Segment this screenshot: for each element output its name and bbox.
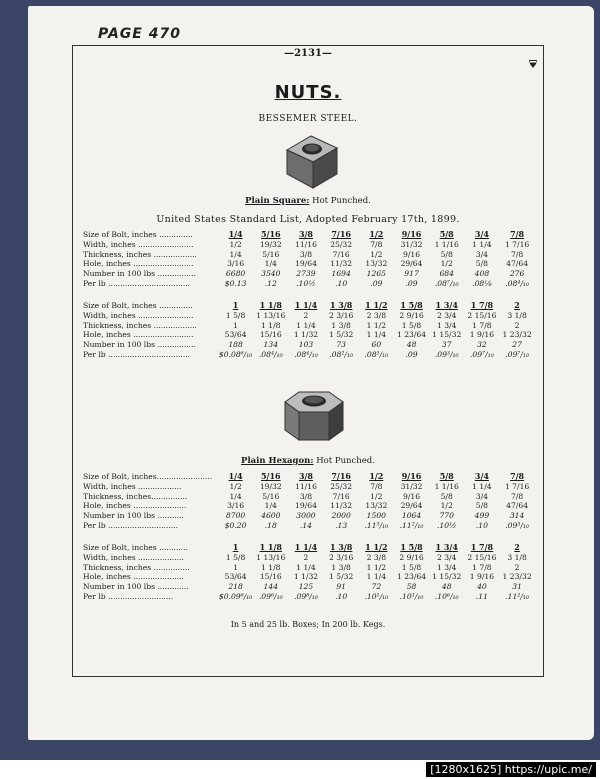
page-subtitle: BESSEMER STEEL. [258,114,358,124]
table-cell: 3540 [261,269,281,279]
table-row [83,543,535,553]
table-cell: 1 1/4 [366,330,387,340]
table-cell: 1064 [401,511,422,521]
table-cell: .11²/₁₀ [505,591,529,601]
table-cell: 7/16 [332,249,350,259]
table-cell: 1/2 [369,229,384,239]
table-cell: .09⁷/₁₀ [470,349,494,359]
table-cell: 1/2 [369,471,384,481]
table-row [83,350,535,360]
table-cell: .11 [475,591,488,601]
table-cell: 5/16 [260,229,281,239]
table-cell: 2 9/16 [399,552,424,562]
table-cell: 3/16 [227,259,245,269]
table-cell: 1 1/2 [365,300,388,310]
table-cell: 2 3/16 [329,310,354,320]
table-cell: 2 [303,552,309,562]
table-cell: 1/2 [440,501,453,511]
table-cell: 7/8 [510,471,525,481]
table-cell: 1 13/16 [256,310,286,320]
table-cell: 15/16 [259,572,282,582]
table-cell: 1 1/4 [296,320,316,330]
table-cell: 1 5/8 [400,300,423,310]
table-cell: 1/4 [229,249,242,259]
table-cell: 11/32 [330,501,353,511]
square-caption [73,196,543,206]
row-label: Per lb ............................. [83,520,179,530]
table-cell: 58 [406,582,417,592]
table-cell: .10⁶/₁₀ [434,591,459,601]
table-cell: 1 7/8 [472,562,492,572]
table-cell: .10 [475,520,488,530]
table-cell: 1/2 [229,239,242,249]
row-label: Width, inches ................... [83,552,184,562]
table-cell: 1 5/8 [401,320,422,330]
row-label: Width, inches .................. [83,481,182,491]
table-cell: 3 1/8 [507,310,527,320]
row-label: Hole, inches ......................... [83,259,194,269]
table-cell: $0.09⁶/₁₀ [218,591,253,601]
table-cell: 5/16 [262,249,280,259]
table-cell: $0.08⁶/₁₀ [218,349,253,359]
table-cell: 5/8 [439,229,454,239]
table-cell: 1 7/16 [504,239,530,249]
table-row [83,330,535,340]
table-cell: 7/16 [331,471,351,481]
table-cell: 11/32 [330,259,353,269]
table-cell: 1 1/2 [366,320,387,330]
table-cell: 134 [263,340,279,350]
table-cell: 15/16 [259,330,282,340]
table-cell: 2 3/8 [366,552,387,562]
row-label: Per lb ........................... [83,591,174,601]
table-cell: 2 3/8 [366,310,387,320]
table-row [83,301,535,311]
row-label: Size of Bolt, inches .............. [83,230,193,239]
table-cell: 314 [509,511,525,521]
table-cell: 1 23/64 [396,572,427,582]
table-row [83,240,535,250]
table-cell: 1 3/8 [331,320,351,330]
table-cell: 1 1/4 [294,542,318,552]
table-cell: 1 1/4 [472,481,492,491]
table-cell: 1 15/32 [432,330,462,340]
table-row [83,250,535,260]
image-host-watermark: [1280x1625] https://upic.me/ [426,762,596,777]
table-cell: 103 [298,340,314,350]
table-cell: .08⁷/₁₀ [434,278,459,288]
table-cell: 1/2 [440,259,453,269]
table-cell: 1 15/32 [432,572,462,582]
table-cell: 32 [477,340,487,350]
table-cell: 2 3/16 [329,552,354,562]
table-cell: 218 [228,582,243,592]
table-cell: 1 [233,562,239,572]
row-label: Number in 100 lbs ................ [83,340,196,350]
table-cell: 9/16 [401,471,422,481]
table-cell: 9/16 [403,249,421,259]
table-cell: 53/64 [224,572,247,582]
row-label: Thickness, inches .................. [83,320,197,330]
table-cell: 60 [371,340,382,350]
table-cell: 1 7/8 [470,542,494,552]
table-row [83,553,535,563]
table-cell: 1 3/4 [436,320,457,330]
table-cell: 29/64 [400,501,423,511]
table-row [83,259,535,269]
table-cell: .12 [264,278,277,288]
table-cell: 1 5/32 [329,572,354,582]
table-cell: 73 [336,340,346,350]
packaging-note: In 5 and 25 lb. Boxes; In 200 lb. Kegs. [230,620,386,629]
table-cell: .09⁷/₁₀ [505,349,529,359]
table-cell: 1 1/8 [259,300,282,310]
table-cell: 31/32 [400,239,423,249]
table-cell: .10 [335,591,348,601]
table-row [83,230,535,240]
row-label: Hole, inches ..................... [83,572,184,582]
table-cell: 1 1/4 [472,239,492,249]
table-cell: .09⁶/₁₀ [258,591,283,601]
table-cell: .10¹/₁₀ [399,591,424,601]
table-cell: 770 [439,511,454,521]
table-cell: 2 9/16 [399,310,424,320]
table-cell: 53/64 [224,330,247,340]
table-cell: 408 [474,269,490,279]
table-cell: 19/64 [295,259,317,269]
table-row [83,472,535,482]
table-cell: 144 [263,582,279,592]
table-cell: .10½ [296,278,316,288]
table-row [83,563,535,573]
table-cell: 1 1/8 [261,320,281,330]
table-cell: 5/8 [475,259,489,269]
table-cell: 1 5/8 [400,542,423,552]
table-cell: 276 [509,269,525,279]
table-row [83,340,535,350]
hexagon-caption-bold: Plain Hexagon: [241,456,314,466]
table-cell: 47/64 [506,501,529,511]
table-cell: 1 7/8 [472,320,492,330]
table-cell: $0.20 [224,520,247,530]
table-row [83,572,535,582]
table-cell: 1 23/32 [502,572,532,582]
table-cell: 1 1/2 [366,562,387,572]
table-cell: 1 13/16 [256,552,286,562]
table-row [83,482,535,492]
table-cell: 11/16 [295,239,317,249]
table-cell: 3/4 [475,491,489,501]
table-cell: 1/4 [229,491,242,501]
table-cell: .18 [264,520,277,530]
row-label: Number in 100 lbs ................ [83,269,196,279]
table-row [83,279,535,289]
table-cell: 2000 [331,511,351,521]
row-label: Number in 100 lbs ........... [83,511,184,521]
table-cell: .09 [370,278,383,288]
table-cell: .08⁴/₁₀ [294,349,318,359]
table-cell: 1 7/8 [470,300,494,310]
square-table-small [83,230,535,289]
table-cell: 91 [336,582,346,592]
table-cell: 2 15/16 [467,552,497,562]
table-cell: 2 3/4 [436,310,457,320]
row-label: Thickness, inches............... [83,491,188,501]
table-cell: 31 [512,582,522,592]
hexagon-table-large [83,543,535,602]
table-cell: .11²/₁₀ [399,520,424,530]
table-cell: 1694 [331,269,351,279]
table-cell: .08⁴/₁₀ [258,349,283,359]
table-cell: 1 3/8 [329,300,353,310]
table-cell: 125 [298,582,314,592]
table-cell: 3 1/8 [507,552,527,562]
table-row [83,321,535,331]
table-cell: 7/8 [370,481,383,491]
page-title: NUTS. [274,82,342,103]
hexagon-caption [73,456,543,466]
row-label: Number in 100 lbs ............. [83,582,189,592]
table-cell: 1 1/8 [259,542,282,552]
table-cell: 1 1/16 [434,481,459,491]
table-cell: 5/16 [262,491,280,501]
table-row [83,311,535,321]
table-cell: 3/8 [298,229,313,239]
row-label: Size of Bolt, inches....................... [83,472,213,481]
table-cell: .09 [405,349,418,359]
standard-list-note: United States Standard List, Adopted February 17th, 1899. [156,214,460,225]
table-cell: 31/32 [400,481,423,491]
table-cell: 1 5/8 [225,310,246,320]
table-cell: .08⁴/₁₀ [505,278,529,288]
table-cell: 5/8 [439,471,454,481]
table-cell: 40 [477,582,487,592]
table-cell: 1 1/8 [261,562,281,572]
table-cell: 48 [441,582,452,592]
table-cell: 2 [514,300,520,310]
table-row [83,269,535,279]
table-cell: 1 1/32 [293,330,319,340]
table-cell: .09³/₁₀ [505,520,529,530]
table-cell: 4600 [261,511,281,521]
table-cell: 917 [404,269,419,279]
table-cell: 27 [512,340,522,350]
table-cell: 684 [439,269,454,279]
table-cell: 1265 [366,269,386,279]
table-cell: .14 [299,520,312,530]
table-cell: 5/16 [260,471,281,481]
page-label: PAGE 470 [98,26,181,42]
table-cell: 1 [233,320,239,330]
table-cell: 47/64 [506,259,529,269]
row-label: Per lb .................................. [83,278,191,288]
table-cell: .08⅛ [472,278,492,288]
row-label: Per lb .................................. [83,349,191,359]
table-cell: 1 3/4 [435,542,458,552]
table-cell: 7/16 [331,229,351,239]
table-cell: 1 9/16 [469,572,495,582]
row-label: Width, inches ....................... [83,310,194,320]
table-cell: 1 3/4 [435,300,458,310]
table-cell: 3/8 [298,471,313,481]
table-cell: 2 [514,542,520,552]
table-row [83,492,535,502]
hexagon-caption-rest: Hot Punched. [313,456,375,466]
table-cell: 25/32 [330,481,353,491]
table-cell: 3000 [296,511,316,521]
table-cell: 13/32 [365,259,388,269]
square-caption-bold: Plain Square: [245,196,310,206]
table-cell: .10½ [437,520,457,530]
table-cell: 2 [514,562,520,572]
table-cell: 2739 [296,269,316,279]
row-label: Hole, inches ...................... [83,501,187,511]
table-cell: 1/2 [370,491,383,501]
row-label: Thickness, inches .................. [83,249,197,259]
table-cell: 19/32 [259,481,282,491]
table-cell: .13 [335,520,348,530]
table-cell: 1/4 [264,501,277,511]
table-cell: 9/16 [401,229,422,239]
table-cell: .09³/₁₀ [434,349,459,359]
table-cell: 3/8 [299,249,313,259]
table-cell: 3/8 [299,491,313,501]
table-cell: 6680 [225,269,246,279]
row-label: Size of Bolt, inches .............. [83,301,193,310]
table-cell: 2 3/4 [436,552,457,562]
table-cell: .08⁵/₁₀ [364,349,389,359]
table-row [83,582,535,592]
table-cell: 1 9/16 [469,330,495,340]
table-cell: 1 5/8 [401,562,422,572]
table-cell: 1/4 [264,259,277,269]
table-cell: 29/64 [400,259,423,269]
catalog-frame [72,45,544,677]
row-label: Size of Bolt, inches ............ [83,543,189,552]
table-cell: 1 1/32 [293,572,319,582]
table-cell: 1 23/64 [396,330,427,340]
table-cell: 499 [474,511,490,521]
row-label: Hole, inches ......................... [83,330,194,340]
table-cell: 188 [228,340,243,350]
table-cell: 1 [232,300,239,310]
table-cell: 8700 [225,511,246,521]
table-cell: 5/8 [440,491,453,501]
table-cell: 1 1/4 [294,300,318,310]
table-cell: 7/8 [510,249,524,259]
table-cell: 1/2 [370,249,383,259]
table-cell: 2 [514,320,520,330]
table-cell: 1 [232,542,239,552]
table-cell: 2 [303,310,309,320]
table-row [83,521,535,531]
table-cell: 1/4 [228,471,243,481]
table-cell: 25/32 [330,239,353,249]
catalog-number: —2131— [284,48,332,59]
table-cell: $0.13 [224,278,247,288]
row-label: Width, inches ....................... [83,239,194,249]
table-cell: .10¹/₁₀ [364,591,389,601]
square-table-large [83,301,535,360]
table-cell: 3/16 [227,501,245,511]
table-cell: .08²/₁₀ [329,349,354,359]
table-cell: 2 15/16 [467,310,497,320]
square-caption-rest: Hot Punched. [309,196,371,206]
table-cell: 1/2 [229,481,242,491]
table-cell: 7/8 [510,491,524,501]
table-cell: 19/32 [259,239,282,249]
table-cell: 72 [371,582,382,592]
table-cell: 1 1/4 [296,562,316,572]
table-cell: .10 [335,278,348,288]
table-row [83,592,535,602]
hexagon-nut-image [279,386,349,446]
table-cell: .09 [405,278,418,288]
table-cell: 1 1/2 [365,542,388,552]
table-cell: 1 23/32 [502,330,532,340]
table-cell: 5/8 [475,501,489,511]
table-cell: 11/16 [295,481,317,491]
table-cell: 1/4 [228,229,243,239]
table-cell: 7/16 [332,491,350,501]
table-cell: 1 5/8 [225,552,246,562]
table-cell: 1500 [366,511,386,521]
table-cell: 1 3/4 [436,562,457,572]
table-cell: 3/4 [475,249,489,259]
table-cell: 1 5/32 [329,330,354,340]
row-label: Thickness, inches ............... [83,562,190,572]
table-row [83,511,535,521]
table-cell: 19/64 [295,501,317,511]
table-cell: .11⁵/₁₀ [364,520,389,530]
table-cell: 37 [441,340,452,350]
hexagon-table-small [83,472,535,531]
table-cell: 1 3/8 [331,562,351,572]
table-cell: 3/4 [474,229,489,239]
table-cell: 3/4 [474,471,489,481]
table-cell: 1 3/8 [329,542,353,552]
table-cell: 48 [406,340,417,350]
table-cell: 1 1/16 [434,239,459,249]
table-cell: 5/8 [440,249,453,259]
table-cell: 13/32 [365,501,388,511]
table-cell: 7/8 [370,239,383,249]
hardware-logo-icon [527,58,539,70]
table-cell: 9/16 [403,491,421,501]
table-cell: 1 1/4 [366,572,387,582]
square-nut-image [283,132,341,192]
table-cell: 7/8 [510,229,525,239]
table-cell: 1 7/16 [504,481,530,491]
table-row [83,501,535,511]
table-cell: .09⁸/₁₀ [294,591,318,601]
